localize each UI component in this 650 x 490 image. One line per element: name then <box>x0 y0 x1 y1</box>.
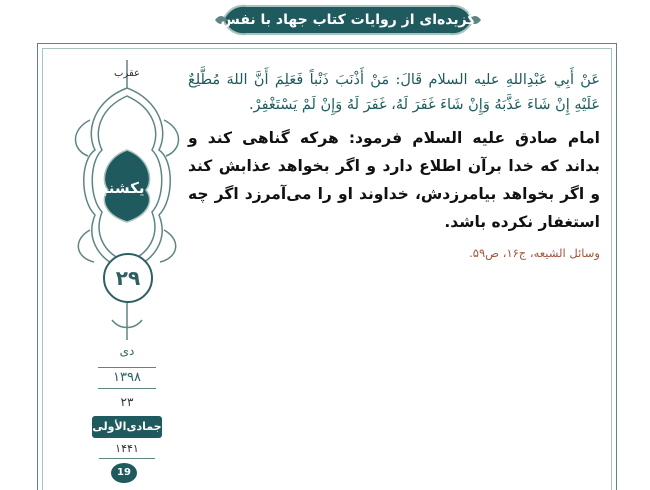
hadith-source: وسائل الشیعه، ج۱۶، ص۵۹. <box>469 246 600 260</box>
solar-year: ۱۳۹۸ <box>98 367 156 389</box>
page-title: گزیده‌ای از روایات کتاب جهاد با نفس <box>220 12 476 28</box>
zodiac-month: عقرب <box>114 68 140 79</box>
gregorian-day: 19 <box>111 463 137 483</box>
title-plaque <box>213 0 483 40</box>
hadith-arabic: عَنْ أَبِي عَبْدِاللهِ عليه السلام قَالَ: مَنْ أَذْنَبَ ذَنْباً فَعَلِمَ أَنَّ اللهَ مُطَّلِعٌ عَلَيْهِ إِنْ شَاءَ عَذَّبَهُ وَإِنْ شَاءَ غَفَرَ لَهُ، غَفَرَ لَهُ وَإِنْ لَمْ يَسْتَغْفِرْ. <box>188 72 600 113</box>
solar-day: ۲۹ <box>103 253 153 303</box>
weekday: یکشنبه <box>93 179 145 197</box>
lunar-day: ۲۳ <box>120 395 134 409</box>
lunar-month: جمادی‌الأولی <box>92 416 162 438</box>
hadith-content <box>188 68 600 260</box>
solar-month: دی <box>119 344 135 358</box>
hadith-persian: امام صادق عليه السلام فرمود: هرکه گناهی کند و بداند که خدا برآن اطلاع دارد و اگر بخواهد عذابش کند و اگر بخواهد بیامرزدش، خداوند او را می‌آمرزد اگر چه استغفار نکرده باشد. <box>188 129 600 231</box>
lunar-year: ۱۴۴۱ <box>99 442 155 459</box>
